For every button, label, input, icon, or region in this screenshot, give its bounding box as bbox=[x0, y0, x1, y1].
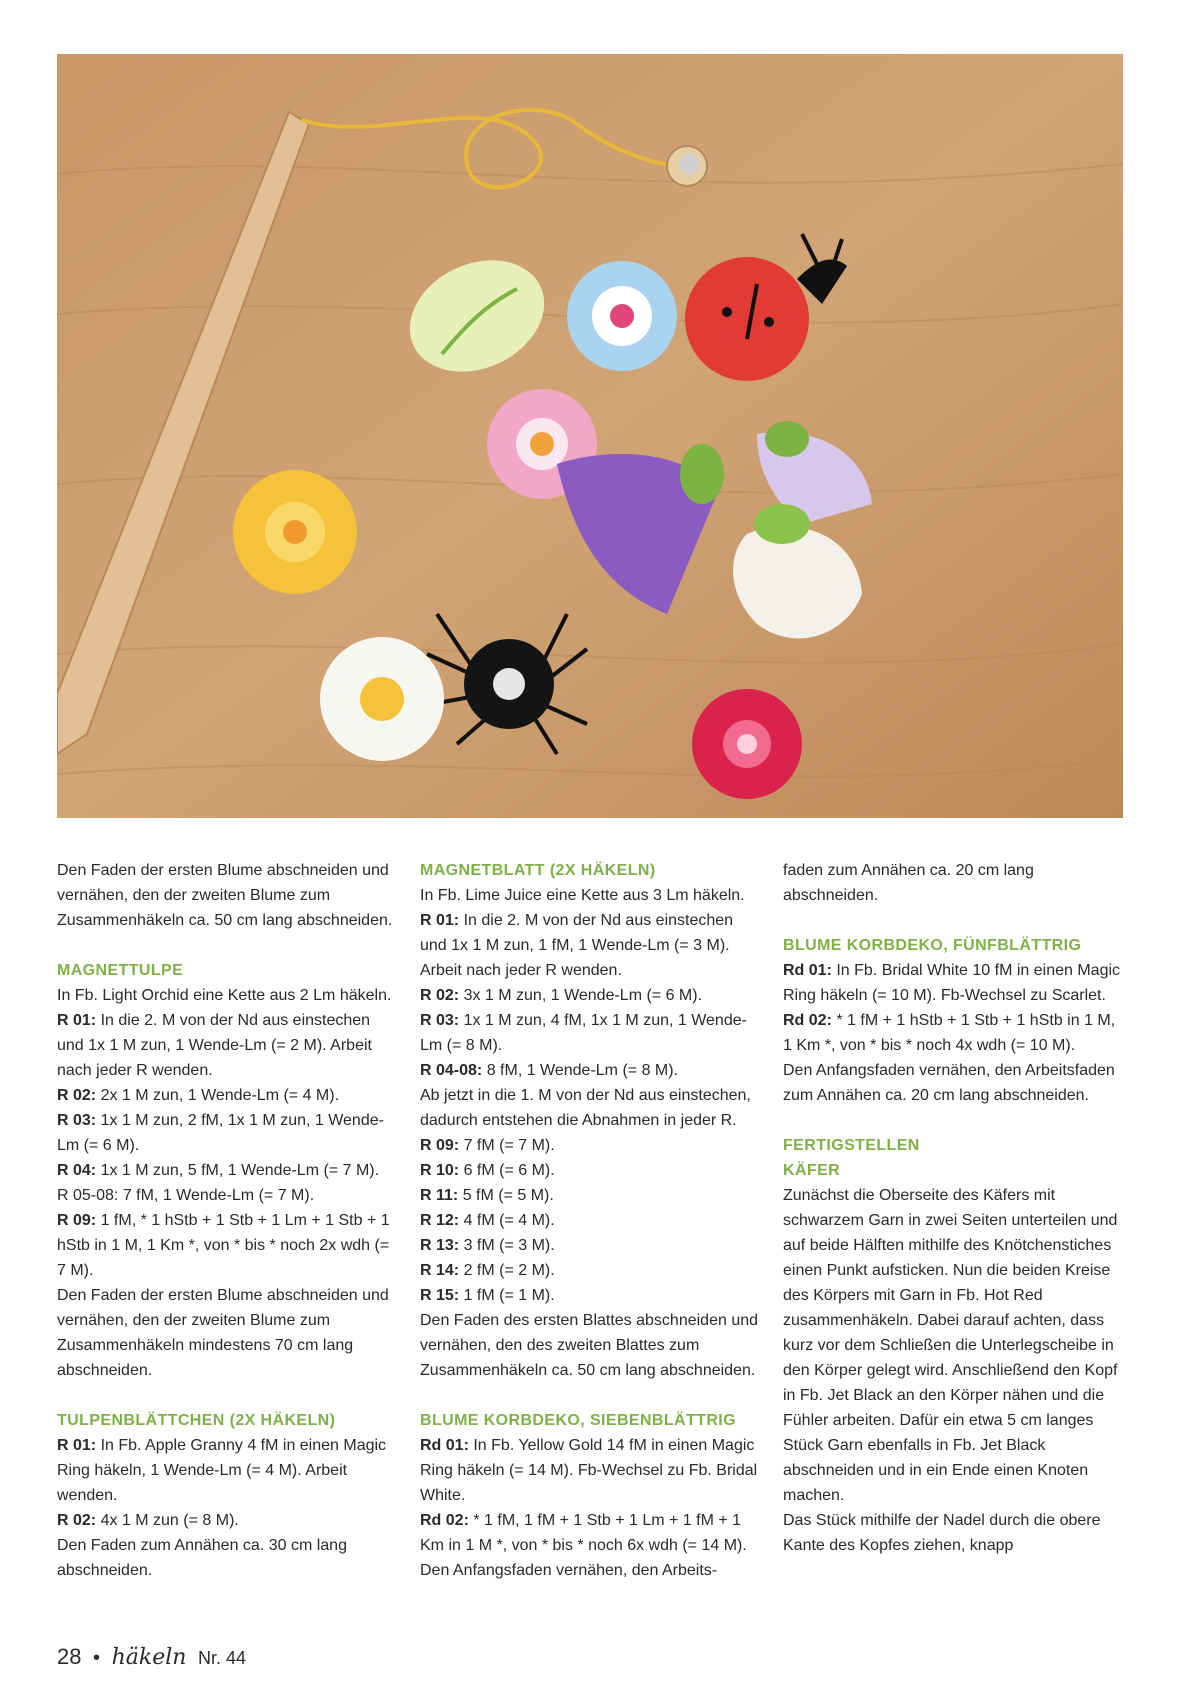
row-instruction bbox=[57, 1208, 397, 1283]
row-text: 1x 1 M zun, 2 fM, 1x 1 M zun, 1 Wende-Lm (= 6 M). bbox=[57, 1112, 384, 1154]
row-text: 6 fM (= 6 M). bbox=[459, 1162, 555, 1179]
red-flower bbox=[692, 689, 802, 799]
paragraph-gap bbox=[783, 908, 1123, 933]
row-label: R 10: bbox=[420, 1162, 460, 1179]
row-instruction bbox=[57, 1083, 397, 1108]
row-instruction bbox=[57, 1433, 397, 1508]
crochet-appliques-illustration bbox=[57, 54, 1123, 818]
body-paragraph: Das Stück mithilfe der Nadel durch die obere Kante des Kopfes ziehen, knapp bbox=[783, 1512, 1101, 1554]
crochet-photo bbox=[57, 54, 1123, 818]
row-label: R 04: bbox=[57, 1162, 97, 1179]
body-paragraph: Den Anfangsfaden vernähen, den Arbeits- bbox=[420, 1562, 718, 1579]
row-instruction bbox=[783, 958, 1123, 1008]
row-text: 1x 1 M zun, 4 fM, 1x 1 M zun, 1 Wende-Lm (= 8 M). bbox=[420, 1012, 747, 1054]
row-instruction bbox=[420, 1158, 760, 1183]
section-heading: BLUME KORBDEKO, SIEBENBLÄTTRIG bbox=[420, 1412, 736, 1429]
row-text: 3x 1 M zun, 1 Wende-Lm (= 6 M). bbox=[459, 987, 703, 1004]
row-instruction bbox=[420, 1508, 760, 1558]
paragraph-gap bbox=[783, 1108, 1123, 1133]
row-text: 4x 1 M zun (= 8 M). bbox=[96, 1512, 239, 1529]
row-label: R 02: bbox=[57, 1087, 97, 1104]
paragraph-gap bbox=[57, 933, 397, 958]
row-instruction bbox=[57, 1008, 397, 1083]
body-paragraph: Den Faden der ersten Blume abschneiden und vernähen, den der zweiten Blume zum Zusammenhäkeln mindestens 70 cm lang abschneiden. bbox=[57, 1287, 389, 1379]
yellow-flower bbox=[233, 470, 357, 594]
section-heading: TULPENBLÄTTCHEN (2X HÄKELN) bbox=[57, 1412, 336, 1429]
section-heading: FERTIGSTELLEN bbox=[783, 1137, 920, 1154]
row-instruction bbox=[420, 1133, 760, 1158]
row-text: In Fb. Apple Granny 4 fM in einen Magic Ring häkeln, 1 Wende-Lm (= 4 M). Arbeit wenden. bbox=[57, 1437, 387, 1504]
row-text: 2 fM (= 2 M). bbox=[459, 1262, 555, 1279]
row-instruction bbox=[420, 1283, 760, 1308]
white-daisy bbox=[320, 637, 444, 761]
row-label: R 01: bbox=[57, 1437, 97, 1454]
section-heading: MAGNETTULPE bbox=[57, 962, 184, 979]
row-text: 1 fM (= 1 M). bbox=[459, 1287, 555, 1304]
body-paragraph: Den Faden zum Annähen ca. 30 cm lang abschneiden. bbox=[57, 1537, 347, 1579]
row-instruction bbox=[420, 983, 760, 1008]
body-paragraph: R 05-08: 7 fM, 1 Wende-Lm (= 7 M). bbox=[57, 1187, 315, 1204]
row-label: R 01: bbox=[57, 1012, 97, 1029]
paragraph-gap bbox=[57, 1383, 397, 1408]
row-instruction bbox=[57, 1108, 397, 1158]
section-heading: BLUME KORBDEKO, FÜNFBLÄTTRIG bbox=[783, 937, 1082, 954]
row-text: 1 fM, * 1 hStb + 1 Stb + 1 Lm + 1 Stb + 1 hStb in 1 M, 1 Km *, von * bis * noch 2x wdh (= 7 M). bbox=[57, 1212, 390, 1279]
row-label: R 14: bbox=[420, 1262, 460, 1279]
row-label: R 03: bbox=[57, 1112, 97, 1129]
row-instruction bbox=[420, 1183, 760, 1208]
row-instruction bbox=[420, 1433, 760, 1508]
column-1 bbox=[57, 858, 397, 1583]
row-label: R 09: bbox=[57, 1212, 97, 1229]
row-label: R 02: bbox=[57, 1512, 97, 1529]
row-text: In die 2. M von der Nd aus einstechen und 1x 1 M zun, 1 fM, 1 Wende-Lm (= 3 M). Arbeit nach jeder R wenden. bbox=[420, 912, 734, 979]
issue-number: Nr. 44 bbox=[198, 1648, 247, 1668]
row-label: R 04-08: bbox=[420, 1062, 483, 1079]
row-instruction bbox=[57, 1158, 397, 1183]
blue-flower bbox=[567, 261, 677, 371]
row-text: In die 2. M von der Nd aus einstechen und 1x 1 M zun, 1 Wende-Lm (= 2 M). Arbeit nach jeder R wenden. bbox=[57, 1012, 372, 1079]
row-text: 5 fM (= 5 M). bbox=[458, 1187, 554, 1204]
row-instruction bbox=[420, 1058, 760, 1083]
row-text: In Fb. Yellow Gold 14 fM in einen Magic Ring häkeln (= 14 M). Fb-Wechsel zu Fb. Bridal White. bbox=[420, 1437, 758, 1504]
row-text: 2x 1 M zun, 1 Wende-Lm (= 4 M). bbox=[96, 1087, 340, 1104]
section-heading: KÄFER bbox=[783, 1162, 841, 1179]
row-text: * 1 fM + 1 hStb + 1 Stb + 1 hStb in 1 M, 1 Km *, von * bis * noch 4x wdh (= 10 M). bbox=[783, 1012, 1116, 1054]
row-text: 1x 1 M zun, 5 fM, 1 Wende-Lm (= 7 M). bbox=[96, 1162, 380, 1179]
row-instruction bbox=[420, 1233, 760, 1258]
body-paragraph: faden zum Annähen ca. 20 cm lang abschneiden. bbox=[783, 862, 1034, 904]
row-label: Rd 02: bbox=[783, 1012, 832, 1029]
row-text: 3 fM (= 3 M). bbox=[459, 1237, 555, 1254]
row-text: 4 fM (= 4 M). bbox=[459, 1212, 555, 1229]
row-label: R 03: bbox=[420, 1012, 460, 1029]
body-paragraph: Den Anfangsfaden vernähen, den Arbeitsfaden zum Annähen ca. 20 cm lang abschneiden. bbox=[783, 1062, 1115, 1104]
body-paragraph: Den Faden des ersten Blattes abschneiden und vernähen, den des zweiten Blattes zum Zusammenhäkeln ca. 50 cm lang abschneiden. bbox=[420, 1312, 759, 1379]
body-paragraph: In Fb. Light Orchid eine Kette aus 2 Lm häkeln. bbox=[57, 987, 392, 1004]
row-instruction bbox=[420, 908, 760, 983]
row-instruction bbox=[420, 1008, 760, 1058]
section-heading: MAGNETBLATT (2X HÄKELN) bbox=[420, 862, 656, 879]
row-label: R 13: bbox=[420, 1237, 460, 1254]
column-3 bbox=[783, 858, 1123, 1558]
row-text: 8 fM, 1 Wende-Lm (= 8 M). bbox=[482, 1062, 679, 1079]
page-footer bbox=[57, 1644, 246, 1676]
row-label: R 11: bbox=[420, 1187, 459, 1204]
instruction-columns bbox=[57, 858, 1123, 1598]
row-label: R 09: bbox=[420, 1137, 460, 1154]
row-label: R 15: bbox=[420, 1287, 460, 1304]
row-instruction bbox=[420, 1258, 760, 1283]
magazine-name: häkeln bbox=[111, 1645, 187, 1670]
footer-bullet: • bbox=[93, 1647, 101, 1669]
row-instruction bbox=[57, 1508, 397, 1533]
row-label: R 02: bbox=[420, 987, 460, 1004]
body-paragraph: Ab jetzt in die 1. M von der Nd aus einstechen, dadurch entstehen die Abnahmen in jeder R. bbox=[420, 1087, 751, 1129]
row-instruction bbox=[420, 1208, 760, 1233]
row-label: Rd 01: bbox=[420, 1437, 469, 1454]
row-label: Rd 02: bbox=[420, 1512, 469, 1529]
row-label: R 12: bbox=[420, 1212, 460, 1229]
column-2 bbox=[420, 858, 760, 1583]
paragraph-gap bbox=[420, 1383, 760, 1408]
row-label: Rd 01: bbox=[783, 962, 832, 979]
page-number: 28 bbox=[57, 1644, 82, 1669]
row-text: In Fb. Bridal White 10 fM in einen Magic Ring häkeln (= 10 M). Fb-Wechsel zu Scarlet. bbox=[783, 962, 1121, 1004]
row-text: 7 fM (= 7 M). bbox=[459, 1137, 555, 1154]
row-text: * 1 fM, 1 fM + 1 Stb + 1 Lm + 1 fM + 1 Km in 1 M *, von * bis * noch 6x wdh (= 14 M). bbox=[420, 1512, 747, 1554]
body-paragraph: Zunächst die Oberseite des Käfers mit schwarzem Garn in zwei Seiten unterteilen und auf beide Hälften mithilfe des Knötchenstiches einen Punkt aufsticken. Nun die beiden Kreise des Körpers mit Garn in Fb. Hot Red zusammenhäkeln. Dabei darauf achten, dass kurz vor dem Schließen die Unterlegscheibe in den Körper gelegt wird. Anschließend den Kopf in Fb. Jet Black an den Körper nähen und die Fühler arbeiten. Dafür ein etwa 5 cm langes Stück Garn ebenfalls in Fb. Jet Black abschneiden und in ein Ende einen Knoten machen. bbox=[783, 1187, 1118, 1504]
row-instruction bbox=[783, 1008, 1123, 1058]
body-paragraph: In Fb. Lime Juice eine Kette aus 3 Lm häkeln. bbox=[420, 887, 745, 904]
row-label: R 01: bbox=[420, 912, 460, 929]
body-paragraph: Den Faden der ersten Blume abschneiden und vernähen, den der zweiten Blume zum Zusammenhäkeln ca. 50 cm lang abschneiden. bbox=[57, 862, 393, 929]
